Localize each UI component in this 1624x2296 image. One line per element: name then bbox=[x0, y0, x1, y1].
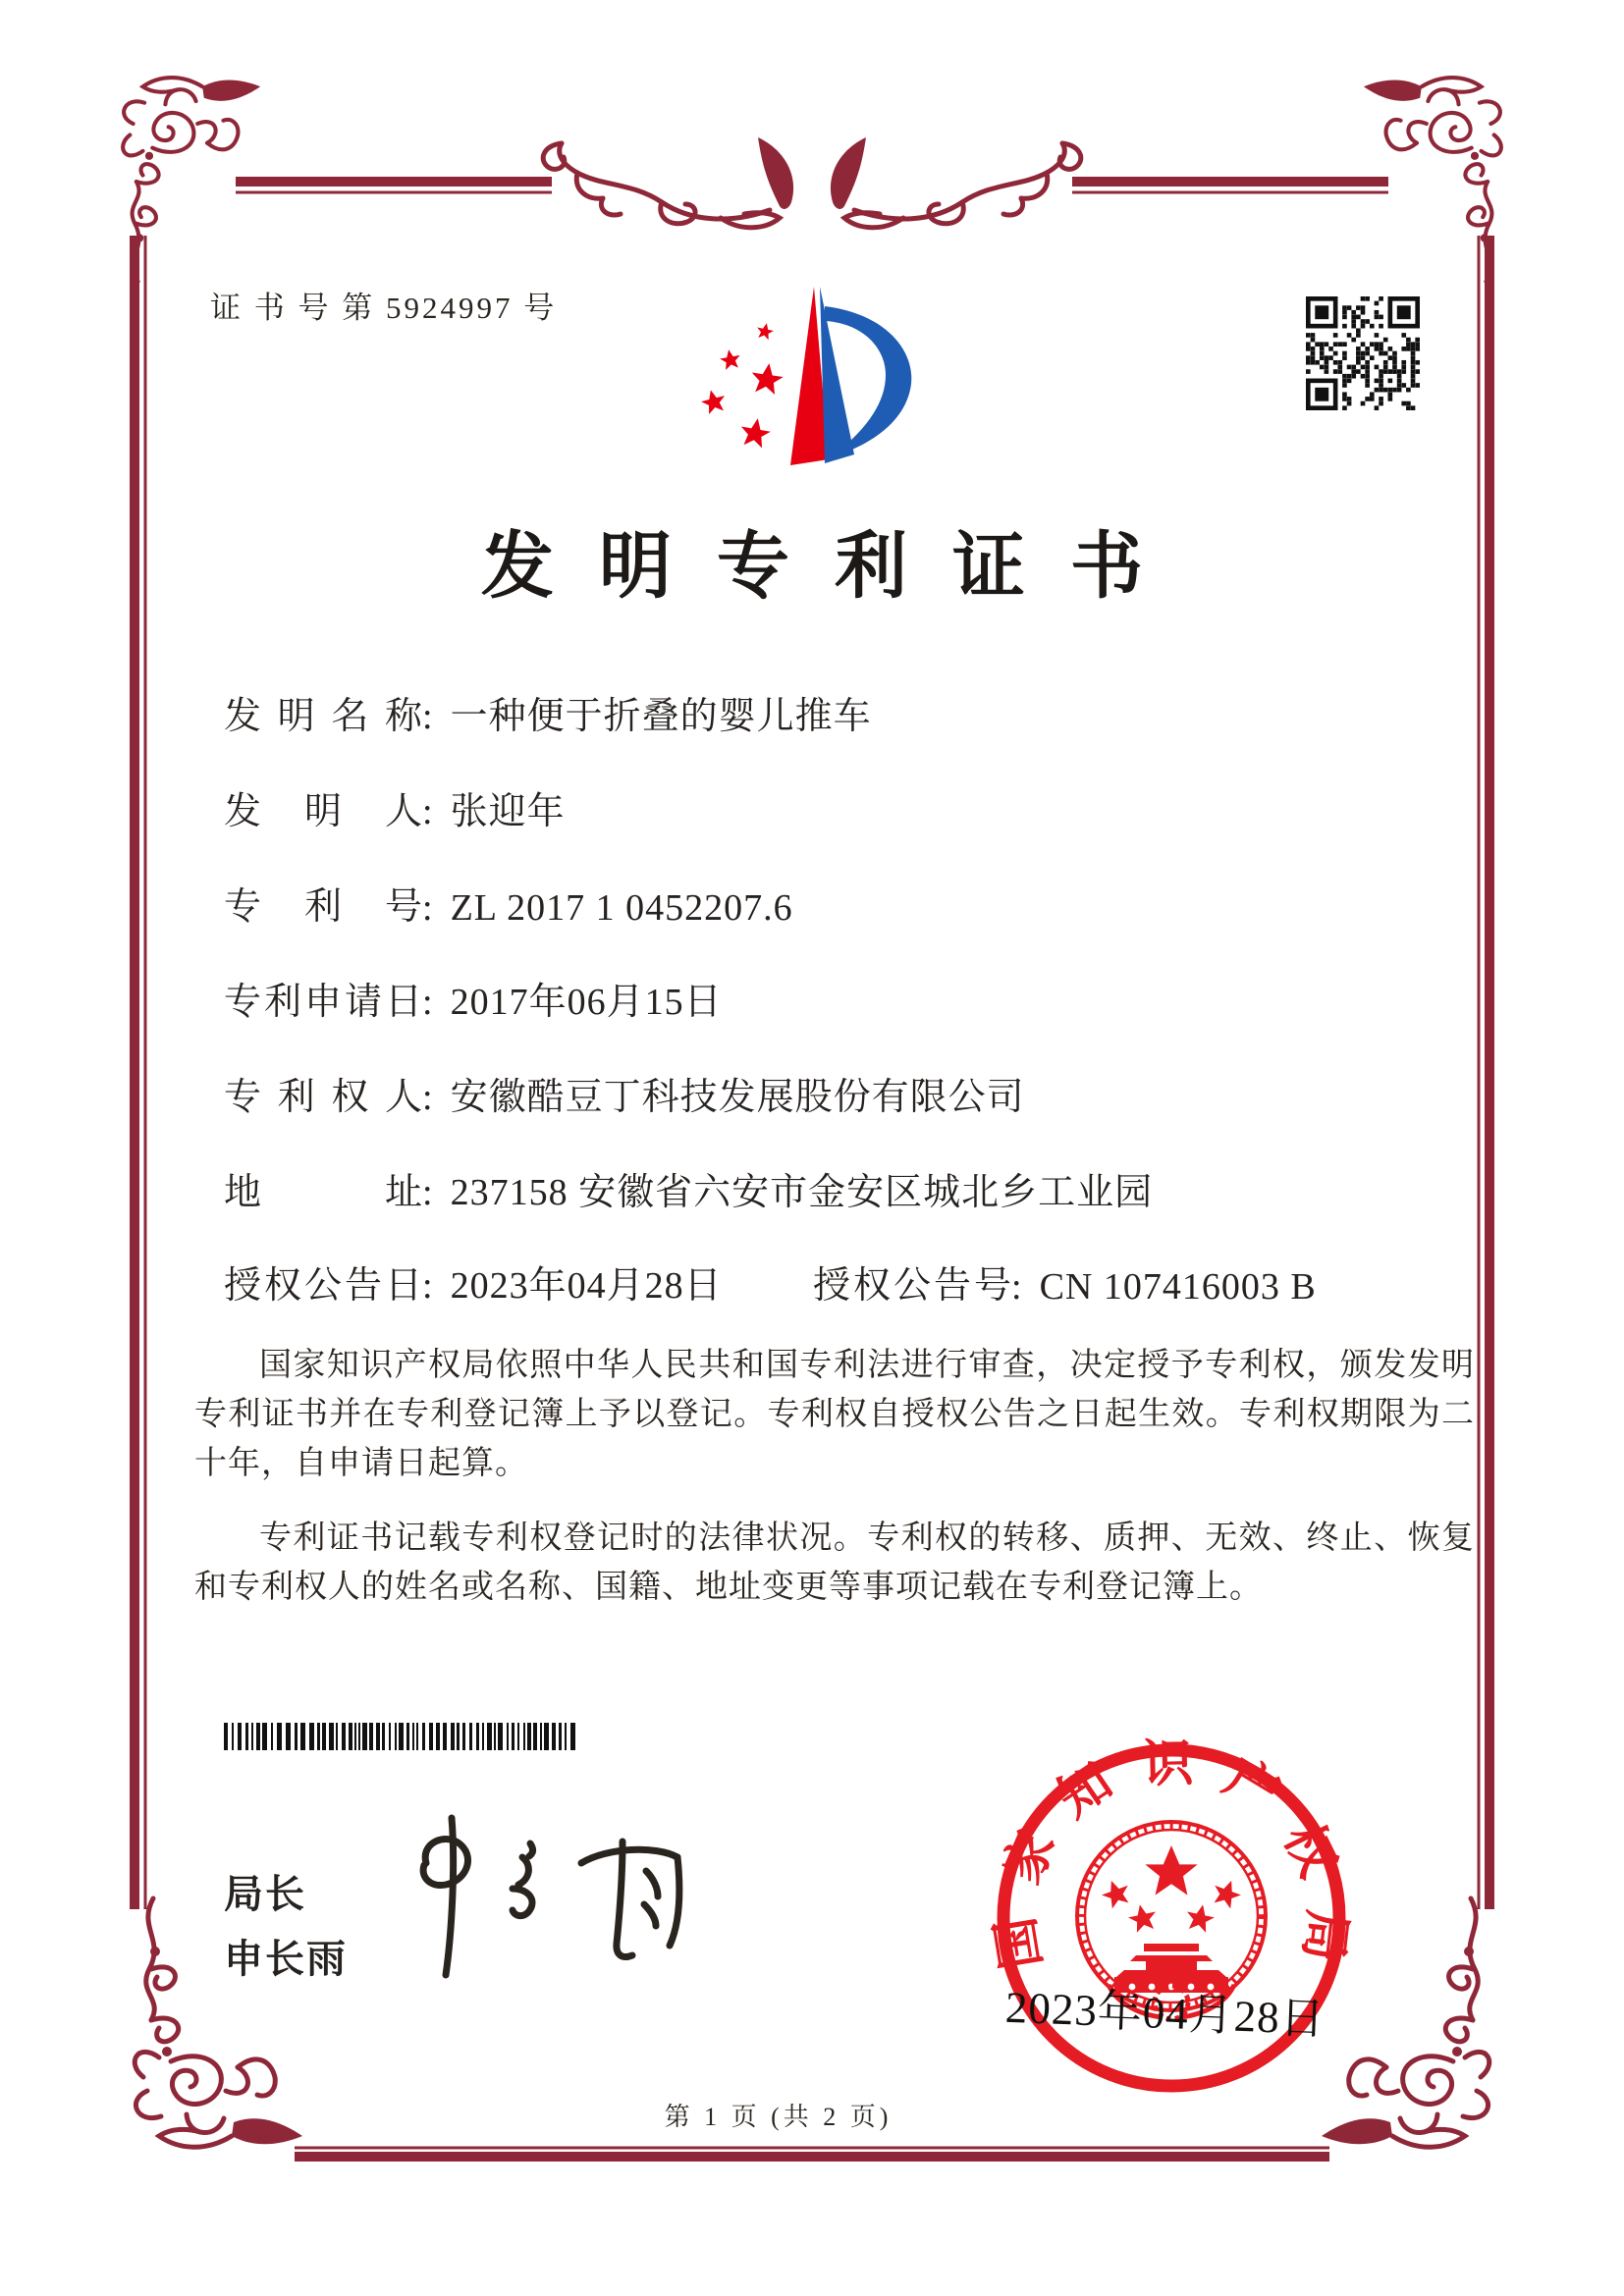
dragon-ornament-icon bbox=[543, 137, 1081, 228]
field-colon: : bbox=[422, 1172, 433, 1213]
seal-date: 2023年04月28日 bbox=[1003, 1982, 1326, 2045]
field-colon: : bbox=[422, 1077, 433, 1118]
field-label: 发明人 bbox=[224, 791, 422, 832]
field-value: 安徽酷豆丁科技发展股份有限公司 bbox=[450, 1077, 1025, 1118]
field-value: CN 107416003 B bbox=[1039, 1266, 1317, 1308]
director-signature-icon bbox=[365, 1806, 699, 2002]
field-colon: : bbox=[422, 982, 433, 1023]
field-value: 237158 安徽省六安市金安区城北乡工业园 bbox=[450, 1172, 1154, 1213]
field-colon: : bbox=[422, 887, 433, 929]
page-title: 发明专利证书 bbox=[481, 527, 1188, 608]
field-colon: : bbox=[422, 1265, 433, 1307]
field-label: 授权公告号 bbox=[813, 1265, 1011, 1307]
page-footer: 第 1 页 (共 2 页) bbox=[664, 2103, 893, 2131]
legal-paragraph: 专利证书记载专利权登记时的法律状况。专利权的转移、质押、无效、终止、恢复和专利权人的姓名或名称、国籍、地址变更等事项记载在专利登记簿上。 bbox=[194, 1521, 1475, 1605]
field-label: 专利号 bbox=[224, 886, 422, 928]
field-value: 2017年06月15日 bbox=[450, 982, 723, 1023]
official-seal bbox=[985, 1732, 1358, 2105]
field-label: 发明名称 bbox=[224, 696, 422, 737]
field-label: 授权公告日 bbox=[224, 1265, 422, 1307]
director-name: 申长雨 bbox=[224, 1938, 348, 1981]
field-label: 地址 bbox=[224, 1172, 422, 1213]
field-value: 张迎年 bbox=[450, 791, 566, 832]
seal-ring-text: 国家知识产权局 bbox=[988, 1735, 1355, 1973]
field-colon: : bbox=[422, 696, 433, 737]
certificate-number: 证 书 号 第 5924997 号 bbox=[210, 291, 558, 325]
legal-paragraph: 国家知识产权局依照中华人民共和国专利法进行审查，决定授予专利权，颁发发明专利证书并在专利登记簿上予以登记。专利权自授权公告之日起生效。专利权期限为二十年，自申请日起算。 bbox=[194, 1348, 1475, 1481]
field-label: 专利权人 bbox=[224, 1077, 422, 1118]
field-colon: : bbox=[422, 791, 433, 832]
field-value: 2023年04月28日 bbox=[450, 1265, 723, 1307]
field-colon: : bbox=[1011, 1266, 1022, 1308]
field-value: 一种便于折叠的婴儿推车 bbox=[450, 696, 872, 737]
field-label: 专利申请日 bbox=[224, 982, 422, 1023]
field-value: ZL 2017 1 0452207.6 bbox=[450, 887, 793, 929]
director-title: 局长 bbox=[224, 1873, 306, 1916]
